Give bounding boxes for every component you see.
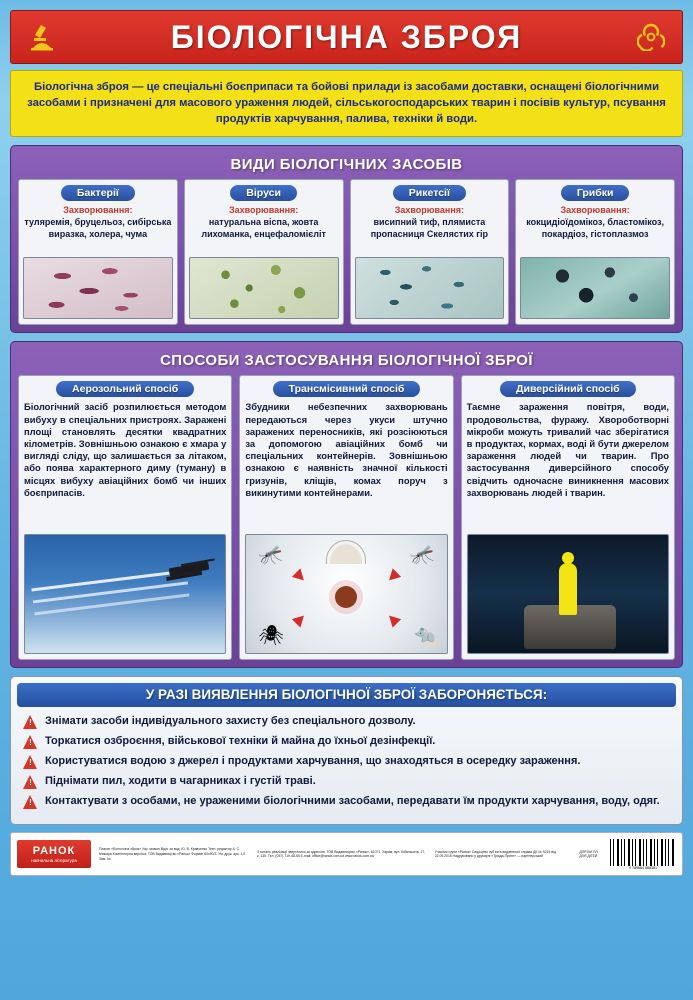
section-prohibitions <box>10 676 683 825</box>
publisher-tagline: навчальна література <box>31 857 77 863</box>
prohibit-title: У РАЗІ ВИЯВЛЕННЯ БІОЛОГІЧНОЇ ЗБРОЇ ЗАБОРОНЯЄТЬСЯ: <box>17 683 676 707</box>
list-item <box>23 794 670 809</box>
arrow-icon <box>384 611 400 627</box>
infection-source-icon <box>335 586 357 608</box>
aircraft-aerosol-trail-photo <box>24 534 226 654</box>
method-description: Біологічний засіб розпилюється методом вибуху в спеціальних пристроях. Заражені площі становлять десятки квадратних кілометрів. Зовнішньою ознакою є хмара у вигляді сліду, що залишається за літаком, або поява характерного диму (туману) в місцях вибуху авіаційних бомб чи інших боєприпасів. <box>24 401 227 498</box>
method-description: Збудники небезпечних захворювань передаються через укуси штучно заражених переносників, які розсіюються за допомогою авіаційних бомб чи спеціальних контейнерів. Зовнішньою ознакою є наявність значної кількості гризунів, кліщів, комах поруч з викинутими контейнерами. <box>245 401 448 498</box>
section-title-means: ВИДИ БІОЛОГІЧНИХ ЗАСОБІВ <box>230 156 463 174</box>
methods-grid <box>18 375 675 660</box>
means-disease-list: висипний тиф, плямиста пропасниця Скелястих гір <box>370 217 489 240</box>
parachute-container-icon <box>326 540 366 564</box>
arrow-icon <box>292 611 308 627</box>
barcode-number: 9 789664 668351 <box>610 866 676 870</box>
mosquito-icon: 🦟 <box>409 543 435 566</box>
warning-triangle-icon <box>23 735 38 749</box>
poster-header <box>10 10 683 64</box>
barcode <box>610 839 676 869</box>
warning-triangle-icon <box>23 715 38 729</box>
rule-text: Контактувати з особами, не ураженими біологічними засобами, передавати їм продукти харчування, воду, одяг. <box>45 795 660 808</box>
definition-text: Біологічна зброя — це спеціальні боєприпаси та бойові прилади із засобами доставки, оснащені біологічними засобами і призначені для масового ураження людей, сільськогосподарських тварин і посівів культур, псування продуктів харчування, палива, техніки й води. <box>27 81 666 126</box>
virus-micrograph-image <box>189 257 339 319</box>
method-description: Таємне зараження повітря, води, продовольства, фуражу. Хвороботворні мікроби можуть тривалий час зберігатися в продуктах, кормах, воді й бути джерелом зараження людей чи тварин. Про застосування диверсійного способу свідчить одночасне виникнення масових захворювань людей і тварин. <box>466 401 669 498</box>
means-sub-label: Захворювання: <box>394 205 465 216</box>
method-name: Трансмісивний спосіб <box>273 381 421 397</box>
rule-text: Знімати засоби індивідуального захисту без спеціального дозволу. <box>45 715 416 728</box>
imprint-column-2: З питань реалізації звертатися за адресою: ТОВ Видавництво «Ранок», 61071, Харків, вул. Кібальчича, 27, к. 135. Тел. (057) 719-48-65 E-mail: office@ranok.com.ua www.ranok.com.ua <box>257 849 426 859</box>
means-name: Віруси <box>230 185 297 201</box>
warning-triangle-icon <box>23 795 38 809</box>
list-item <box>23 754 670 769</box>
vector-transmission-diagram <box>245 534 447 654</box>
biohazard-icon <box>634 20 668 54</box>
means-card <box>515 179 675 325</box>
method-name: Диверсійний спосіб <box>500 381 636 397</box>
means-disease-list: туляремія, бруцельоз, сибірська виразка, холера, чума <box>24 217 172 240</box>
warning-triangle-icon <box>23 755 38 769</box>
means-name: Грибки <box>561 185 630 201</box>
fungi-micrograph-image <box>520 257 670 319</box>
section-title-methods: СПОСОБИ ЗАСТОСУВАННЯ БІОЛОГІЧНОЇ ЗБРОЇ <box>160 352 533 370</box>
means-disease-list: натуральна віспа, жовта лихоманка, енцефаломієліт <box>201 217 326 240</box>
means-name: Рикетсії <box>393 185 466 201</box>
publisher-brand: РАНОК <box>32 844 76 857</box>
method-name: Аерозольний спосіб <box>56 381 194 397</box>
list-item <box>23 714 670 729</box>
arrow-icon <box>292 568 308 584</box>
rat-icon: 🐀 <box>413 625 439 648</box>
warning-triangle-icon <box>23 775 38 789</box>
microscope-icon <box>25 20 59 54</box>
list-item <box>23 734 670 749</box>
publisher-footer <box>10 832 683 876</box>
means-card <box>18 179 178 325</box>
rickettsia-micrograph-image <box>355 257 505 319</box>
definition-box <box>10 70 683 137</box>
saboteur-figure <box>559 563 577 615</box>
means-name: Бактерії <box>61 185 135 201</box>
means-disease-list: кокцидіоїдомікоз, бластомікоз, покардіоз, гістоплазмоз <box>526 217 665 240</box>
section-biological-means <box>10 145 683 333</box>
rule-text: Піднімати пил, ходити в чагарниках і густій траві. <box>45 775 316 788</box>
tick-icon: 🕷 <box>258 625 284 648</box>
method-card <box>461 375 675 660</box>
imprint-column-1: Плакат «Біологічна зброя» Укр. мовою Відп. за вид. Ю. В. Кравченко Техн. редактор А. С. Мажара Комп'ютерна верстка: ТОВ Видавництво «Ранок» Формат 60х90/1. Ум. друк. арк. 1,0. Зам. № <box>99 847 247 861</box>
rule-text: Користуватися водою з джерел і продуктами харчування, що знаходяться в осередку зараження. <box>45 755 581 768</box>
imprint-column-3: Учасник групи «Ранок» Свідоцтво суб'єкта видавничої справи ДК № 5215 від 22.09.2016 Надруковано у друкарні «Тріада-Принт» — партнерський <box>434 849 556 859</box>
means-sub-label: Захворювання: <box>560 205 630 216</box>
saboteur-at-well-photo <box>467 534 669 654</box>
prohibit-rules-list <box>17 707 676 818</box>
mosquito-icon: 🦟 <box>258 543 284 566</box>
method-card <box>239 375 453 660</box>
means-card <box>350 179 510 325</box>
arrow-icon <box>384 568 400 584</box>
page-title: БІОЛОГІЧНА ЗБРОЯ <box>170 18 523 55</box>
publisher-logo <box>17 840 91 868</box>
rule-text: Торкатися озброєння, військової техніки й майна до їхньої дезінфекції. <box>45 735 436 748</box>
means-card <box>184 179 344 325</box>
imprint-column-4: ДЛЯ ВИ ПЛ. ДЛЯ ДІТЕЙ <box>579 849 599 859</box>
method-card <box>18 375 232 660</box>
list-item <box>23 774 670 789</box>
bacteria-micrograph-image <box>23 257 173 319</box>
means-sub-label: Захворювання: <box>228 205 299 216</box>
means-sub-label: Захворювання: <box>63 205 133 216</box>
section-application-methods <box>10 341 683 668</box>
means-grid <box>18 179 675 325</box>
